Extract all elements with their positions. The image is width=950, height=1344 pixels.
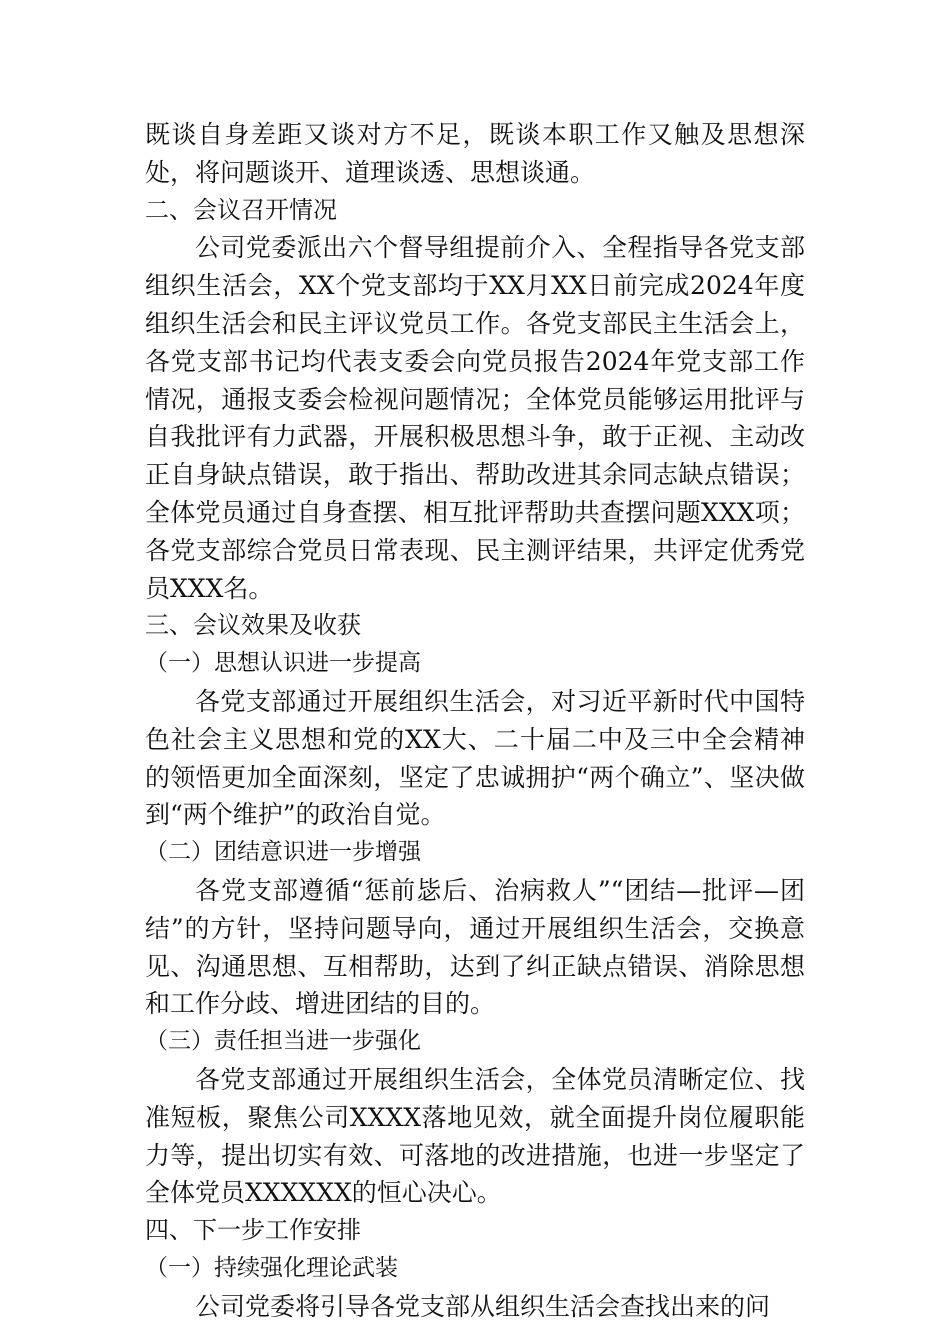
- subheading-thinking: （一）思想认识进一步提高: [145, 650, 421, 677]
- subheading-unity: （二）团结意识进一步增强: [145, 839, 421, 866]
- section-heading-meeting-status: 二、会议召开情况: [145, 195, 337, 224]
- paragraph-unity: 各党支部遵循“惩前毖后、治病救人”“团结—批评—团结”的方针，坚持问题导向，通过开展组织生活会，交换意见、沟通思想、互相帮助，达到了纠正缺点错误、消除思想和工作分歧、增进团结的目的。: [145, 875, 805, 1019]
- subheading-theory: （一）持续强化理论武装: [145, 1254, 398, 1281]
- section-heading-meeting-results: 三、会议效果及收获: [145, 611, 361, 640]
- paragraph-meeting-status: 公司党委派出六个督导组提前介入、全程指导各党支部组织生活会，XX个党支部均于XX月XX日前完成2024年度组织生活会和民主评议党员工作。各党支部民主生活会上，各党支部书记均代表支委会向党员报告2024年党支部工作情况，通报支委会检视问题情况；全体党员能够运用批评与自我批评有力武器，开展积极思想斗争，敢于正视、主动改正自身缺点错误，敢于指出、帮助改进其余同志缺点错误；全体党员通过自身查摆、相互批评帮助共查摆问题XXX项；各党支部综合党员日常表现、民主测评结果，共评定优秀党员XXX名。: [145, 233, 805, 603]
- paragraph-theory: 公司党委将引导各党支部从组织生活会查找出来的问: [195, 1291, 771, 1321]
- paragraph-thinking: 各党支部通过开展组织生活会，对习近平新时代中国特色社会主义思想和党的XX大、二十届二中及三中全会精神的领悟更加全面深刻，坚定了忠诚拥护“两个确立”、坚决做到“两个维护”的政治自觉。: [145, 686, 805, 830]
- subheading-responsibility: （三）责任担当进一步强化: [145, 1028, 421, 1055]
- paragraph-continued: 既谈自身差距又谈对方不足，既谈本职工作又触及思想深处，将问题谈开、道理谈透、思想谈通。: [145, 120, 805, 187]
- document-body: [145, 116, 805, 1326]
- paragraph-responsibility: 各党支部通过开展组织生活会，全体党员清晰定位、找准短板，聚焦公司XXXX落地见效，就全面提升岗位履职能力等，提出切实有效、可落地的改进措施，也进一步坚定了全体党员XXXXXX的恒心决心。: [145, 1064, 805, 1208]
- section-heading-next-steps: 四、下一步工作安排: [145, 1216, 361, 1245]
